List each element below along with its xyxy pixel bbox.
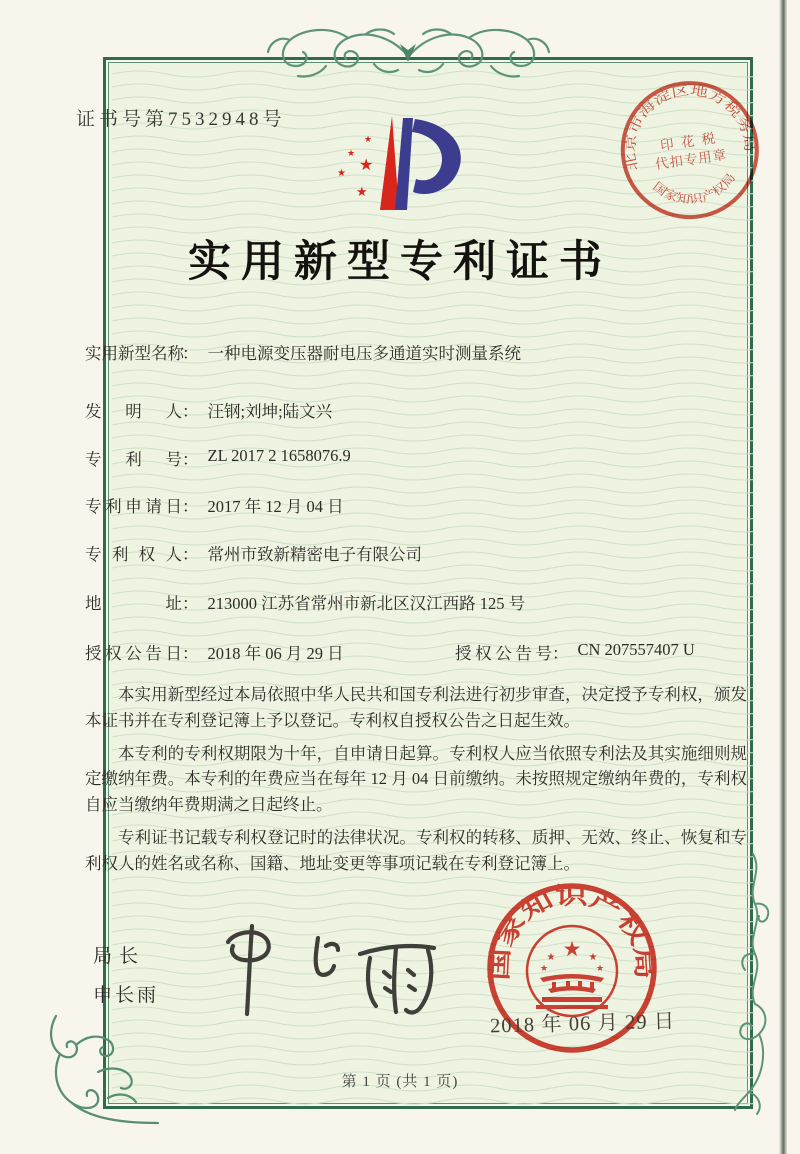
field-value: ZL 2017 2 1658076.9 xyxy=(207,446,351,465)
field-value: 2017 年 12 月 04 日 xyxy=(207,497,344,516)
tax-seal-center-line2: 代扣专用章 xyxy=(654,147,729,172)
field-label: 授权公告号 xyxy=(455,644,552,663)
logo-red-wedge xyxy=(380,116,399,210)
logo-stars-icon xyxy=(337,135,373,200)
field-label: 专利申请日 xyxy=(85,497,182,516)
seal-date: 2018 年 06 月 29 日 xyxy=(489,1010,676,1038)
field-row-patentee xyxy=(85,541,747,565)
field-row-grant xyxy=(85,640,747,664)
certificate-number: 证书号第7532948号 xyxy=(76,109,286,130)
commissioner-title: 局长 xyxy=(93,946,146,967)
logo-blue-bowl xyxy=(412,119,461,194)
legal-paragraph: 本实用新型经过本局依照中华人民共和国专利法进行初步审查，决定授予专利权，颁发本证书并在专利登记簿上予以登记。专利权自授权公告之日起生效。 xyxy=(85,685,747,730)
field-row-inventors xyxy=(85,398,747,422)
tax-seal-top-text: 北京市海淀区地方税务局 xyxy=(623,83,756,173)
svg-text:★: ★ xyxy=(546,952,556,963)
field-value: 213000 江苏省常州市新北区汉江西路 125 号 xyxy=(207,594,526,613)
scan-edge-artifact xyxy=(779,0,787,1154)
svg-text:★: ★ xyxy=(539,964,549,974)
svg-text:★: ★ xyxy=(356,185,368,200)
logo-blue-stem xyxy=(395,118,413,210)
field-colon: ： xyxy=(182,545,199,564)
field-label: 实用新型名称 xyxy=(85,344,184,363)
field-label: 发明人 xyxy=(85,402,182,421)
certificate-title: 实用新型专利证书 xyxy=(188,239,612,286)
top-flourish-ornament xyxy=(266,26,551,84)
svg-text:★: ★ xyxy=(359,155,374,174)
field-row-address xyxy=(85,590,747,614)
svg-text:★: ★ xyxy=(347,149,356,159)
svg-text:★: ★ xyxy=(364,135,373,145)
field-colon: ： xyxy=(182,402,199,421)
stamp-tax-seal xyxy=(603,64,778,239)
svg-text:★: ★ xyxy=(595,964,605,974)
field-colon: ： xyxy=(182,644,199,663)
field-label: 专利权人 xyxy=(85,545,182,564)
field-grant-number xyxy=(455,640,695,664)
svg-text:★: ★ xyxy=(562,937,582,961)
field-value: 常州市致新精密电子有限公司 xyxy=(207,545,422,564)
tax-seal-bottom-text: 国家知识产权局 xyxy=(650,171,738,207)
field-row-patent-number xyxy=(85,446,747,470)
field-colon: ： xyxy=(182,344,199,363)
commissioner-signature xyxy=(200,912,440,1030)
field-value: 一种电源变压器耐电压多通道实时测量系统 xyxy=(207,344,521,363)
legal-text-block xyxy=(85,682,747,884)
field-value: 2018 年 06 月 29 日 xyxy=(207,644,344,663)
field-colon: ： xyxy=(182,594,199,613)
field-label: 地址 xyxy=(85,594,182,613)
svg-text:★: ★ xyxy=(588,952,598,963)
national-emblem-icon xyxy=(527,926,617,1016)
field-value: CN 207557407 U xyxy=(577,640,695,659)
field-colon: ： xyxy=(552,644,569,663)
field-colon: ： xyxy=(182,497,199,516)
seal-ring-text: 国家知识产权局 xyxy=(487,883,657,982)
field-row-invention-name xyxy=(85,340,747,364)
legal-paragraph: 专利证书记载专利权登记时的法律状况。专利权的转移、质押、无效、终止、恢复和专利权人的姓名或名称、国籍、地址变更等事项记载在专利登记簿上。 xyxy=(85,827,747,873)
field-label: 授权公告日 xyxy=(85,644,182,663)
legal-paragraph: 本专利的专利权期限为十年，自申请日起算。专利权人应当依照专利法及其实施细则规定缴纳年费。本专利的年费应当在每年 12 月 04 日前缴纳。未按照规定缴纳年费的，专利权自应当缴纳年费期满之日起终止。 xyxy=(85,743,747,815)
field-row-filing-date xyxy=(85,493,747,517)
svg-text:★: ★ xyxy=(337,168,346,179)
field-label: 专利号 xyxy=(85,450,182,469)
svg-text:国家知识产权局 xyxy=(486,883,658,981)
page-footer: 第 1 页 (共 1 页) xyxy=(341,1074,459,1090)
tax-seal-center-line1: 印 花 税 xyxy=(659,130,719,154)
sipo-patent-logo xyxy=(328,106,478,222)
commissioner-name: 申长雨 xyxy=(93,985,160,1006)
field-value: 汪钢;刘坤;陆文兴 xyxy=(207,402,333,421)
field-colon: ： xyxy=(182,450,199,469)
